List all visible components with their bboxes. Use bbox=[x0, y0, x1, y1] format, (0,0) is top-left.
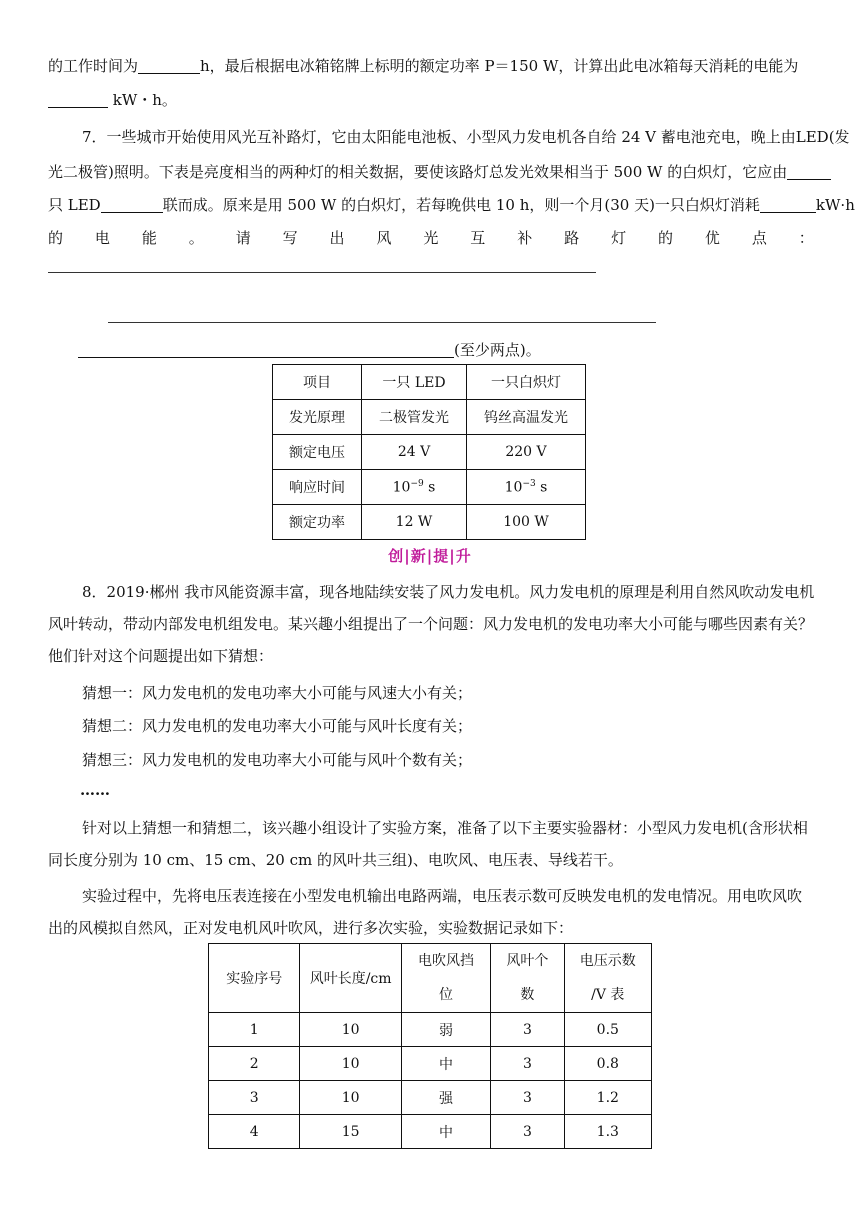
header-line: 电压示数 bbox=[579, 953, 636, 969]
q8-line: 他们针对这个问题提出如下猜想： bbox=[48, 647, 274, 665]
header-line: 风叶个 bbox=[506, 953, 549, 969]
spread-char: 优 bbox=[704, 229, 720, 247]
table-cell: 3 bbox=[491, 1047, 564, 1081]
table-header: 项目 bbox=[273, 365, 362, 400]
ellipsis: …… bbox=[80, 781, 110, 799]
value-unit: s bbox=[535, 479, 548, 496]
table-cell bbox=[467, 470, 586, 505]
table-cell: 3 bbox=[209, 1081, 300, 1115]
header-line: 位 bbox=[439, 987, 454, 1003]
table-header-row bbox=[273, 365, 586, 400]
table-cell: 二极管发光 bbox=[362, 400, 467, 435]
q8-line: 实验过程中，先将电压表连接在小型发电机输出电路两端，电压表示数可反映发电机的发电情况。用电吹风吹 bbox=[82, 887, 803, 905]
answer-blank[interactable] bbox=[760, 198, 816, 213]
table-header bbox=[401, 944, 490, 1013]
answer-blank[interactable] bbox=[787, 165, 831, 180]
table-cell: 钨丝高温发光 bbox=[467, 400, 586, 435]
answer-blank[interactable] bbox=[78, 343, 454, 358]
q7-text: 联而成。原来是用 500 W 的白炽灯，若每晚供电 10 h，则一个月(30 天)一只白炽灯消耗 bbox=[162, 196, 760, 214]
table-header: 风叶长度/cm bbox=[300, 944, 401, 1013]
table-cell: 24 V bbox=[362, 435, 467, 470]
table-cell: 2 bbox=[209, 1047, 300, 1081]
q7-text: 光二极管)照明。下表是亮度相当的两种灯的相关数据，要使该路灯总发光效果相当于 500 W 的白炽灯，它应由 bbox=[48, 163, 788, 181]
table-cell: 响应时间 bbox=[273, 470, 362, 505]
q6-line-1 bbox=[48, 56, 798, 76]
spread-char: 互 bbox=[470, 229, 486, 247]
q7-line-3 bbox=[48, 195, 855, 215]
answer-blank[interactable] bbox=[138, 59, 200, 74]
table-row bbox=[209, 1047, 652, 1081]
value-base: 10 bbox=[504, 479, 523, 496]
table-header: 一只白炽灯 bbox=[467, 365, 586, 400]
spread-char: 请 bbox=[235, 229, 251, 247]
header-line: /V 表 bbox=[591, 987, 625, 1003]
table-cell: 额定功率 bbox=[273, 505, 362, 540]
section-heading: 创|新|提|升 bbox=[388, 547, 472, 565]
table-cell: 1 bbox=[209, 1013, 300, 1047]
q8-line: 出的风模拟自然风，正对发电机风叶吹风，进行多次实验，实验数据记录如下： bbox=[48, 919, 574, 937]
value-base: 10 bbox=[392, 479, 411, 496]
table-cell: 发光原理 bbox=[273, 400, 362, 435]
spread-char: 写 bbox=[282, 229, 298, 247]
table-header: 实验序号 bbox=[209, 944, 300, 1013]
q7-line-2 bbox=[48, 162, 831, 182]
answer-blank[interactable] bbox=[101, 198, 163, 213]
value-exponent: −3 bbox=[522, 478, 536, 489]
spread-char: 光 bbox=[423, 229, 439, 247]
table-cell: 10 bbox=[300, 1081, 401, 1115]
hypothesis-2: 猜想二：风力发电机的发电功率大小可能与风叶长度有关； bbox=[82, 717, 473, 735]
table-cell: 220 V bbox=[467, 435, 586, 470]
spread-char: 路 bbox=[564, 229, 580, 247]
q7-text: 只 LED bbox=[48, 196, 101, 214]
table-cell: 15 bbox=[300, 1115, 401, 1149]
spread-char: 的 bbox=[657, 229, 673, 247]
spread-char: 。 bbox=[188, 229, 204, 247]
q7-line-suffix bbox=[78, 340, 541, 360]
table-row bbox=[209, 1115, 652, 1149]
table-cell: 额定电压 bbox=[273, 435, 362, 470]
experiment-data-table bbox=[208, 943, 652, 1149]
q6-text-c: kW・h。 bbox=[108, 91, 177, 109]
table-row bbox=[209, 1081, 652, 1115]
table-cell: 1.3 bbox=[564, 1115, 651, 1149]
table-row bbox=[273, 505, 586, 540]
spread-char: 能 bbox=[141, 229, 157, 247]
q8-line: 同长度分别为 10 cm、15 cm、20 cm 的风叶共三组)、电吹风、电压表、导线若干。 bbox=[48, 851, 623, 869]
header-line: 电吹风挡 bbox=[418, 953, 475, 969]
spread-char: 点 bbox=[751, 229, 767, 247]
q7-line-1: 7．一些城市开始使用风光互补路灯，它由太阳能电池板、小型风力发电机各自给 24 V 蓄电池充电，晚上由LED(发 bbox=[82, 128, 850, 146]
table-cell: 12 W bbox=[362, 505, 467, 540]
spread-char: 出 bbox=[329, 229, 345, 247]
spread-char: 补 bbox=[517, 229, 533, 247]
spread-char: ： bbox=[798, 229, 814, 247]
table-cell: 0.8 bbox=[564, 1047, 651, 1081]
q6-text-b: h，最后根据电冰箱铭牌上标明的额定功率 P＝150 W，计算出此电冰箱每天消耗的电能为 bbox=[200, 57, 799, 75]
table-row bbox=[273, 435, 586, 470]
spread-char: 电 bbox=[94, 229, 110, 247]
table-cell: 3 bbox=[491, 1115, 564, 1149]
header-line: 数 bbox=[520, 987, 535, 1003]
q7-text: kW·h bbox=[815, 196, 855, 214]
value-unit: s bbox=[423, 479, 436, 496]
q8-line: 8．2019·郴州 我市风能资源丰富，现各地陆续安装了风力发电机。风力发电机的原理是利用自然风吹动发电机 bbox=[82, 583, 815, 601]
table-cell: 100 W bbox=[467, 505, 586, 540]
table-cell: 1.2 bbox=[564, 1081, 651, 1115]
q7-suffix: (至少两点)。 bbox=[454, 341, 541, 359]
answer-line[interactable] bbox=[48, 272, 596, 273]
table-header bbox=[491, 944, 564, 1013]
hypothesis-3: 猜想三：风力发电机的发电功率大小可能与风叶个数有关； bbox=[82, 751, 473, 769]
table-cell: 10 bbox=[300, 1013, 401, 1047]
table-cell: 10 bbox=[300, 1047, 401, 1081]
table-cell: 弱 bbox=[401, 1013, 490, 1047]
table-cell: 中 bbox=[401, 1115, 490, 1149]
table-header bbox=[564, 944, 651, 1013]
answer-line[interactable] bbox=[108, 322, 656, 323]
table-row bbox=[273, 470, 586, 505]
table-cell: 3 bbox=[491, 1081, 564, 1115]
table-row bbox=[273, 400, 586, 435]
table-cell: 0.5 bbox=[564, 1013, 651, 1047]
value-exponent: −9 bbox=[410, 478, 424, 489]
q8-line: 针对以上猜想一和猜想二，该兴趣小组设计了实验方案，准备了以下主要实验器材：小型风力发电机(含形状相 bbox=[82, 819, 808, 837]
spread-char: 风 bbox=[376, 229, 392, 247]
spread-char: 的 bbox=[48, 229, 64, 247]
table-cell: 中 bbox=[401, 1047, 490, 1081]
q6-text-a: 的工作时间为 bbox=[48, 57, 139, 75]
answer-blank[interactable] bbox=[48, 93, 108, 108]
q6-line-2 bbox=[48, 90, 177, 110]
table-header-row bbox=[209, 944, 652, 1013]
table-cell: 3 bbox=[491, 1013, 564, 1047]
table-cell: 4 bbox=[209, 1115, 300, 1149]
hypothesis-1: 猜想一：风力发电机的发电功率大小可能与风速大小有关； bbox=[82, 684, 473, 702]
table-header: 一只 LED bbox=[362, 365, 467, 400]
spread-char: 灯 bbox=[611, 229, 627, 247]
table-cell: 强 bbox=[401, 1081, 490, 1115]
table-cell bbox=[362, 470, 467, 505]
q8-line: 风叶转动，带动内部发电机组发电。某兴趣小组提出了一个问题：风力发电机的发电功率大小可能与哪些因素有关？ bbox=[48, 615, 814, 633]
q7-line-4 bbox=[48, 228, 814, 248]
table-row bbox=[209, 1013, 652, 1047]
lamp-comparison-table bbox=[272, 364, 586, 540]
